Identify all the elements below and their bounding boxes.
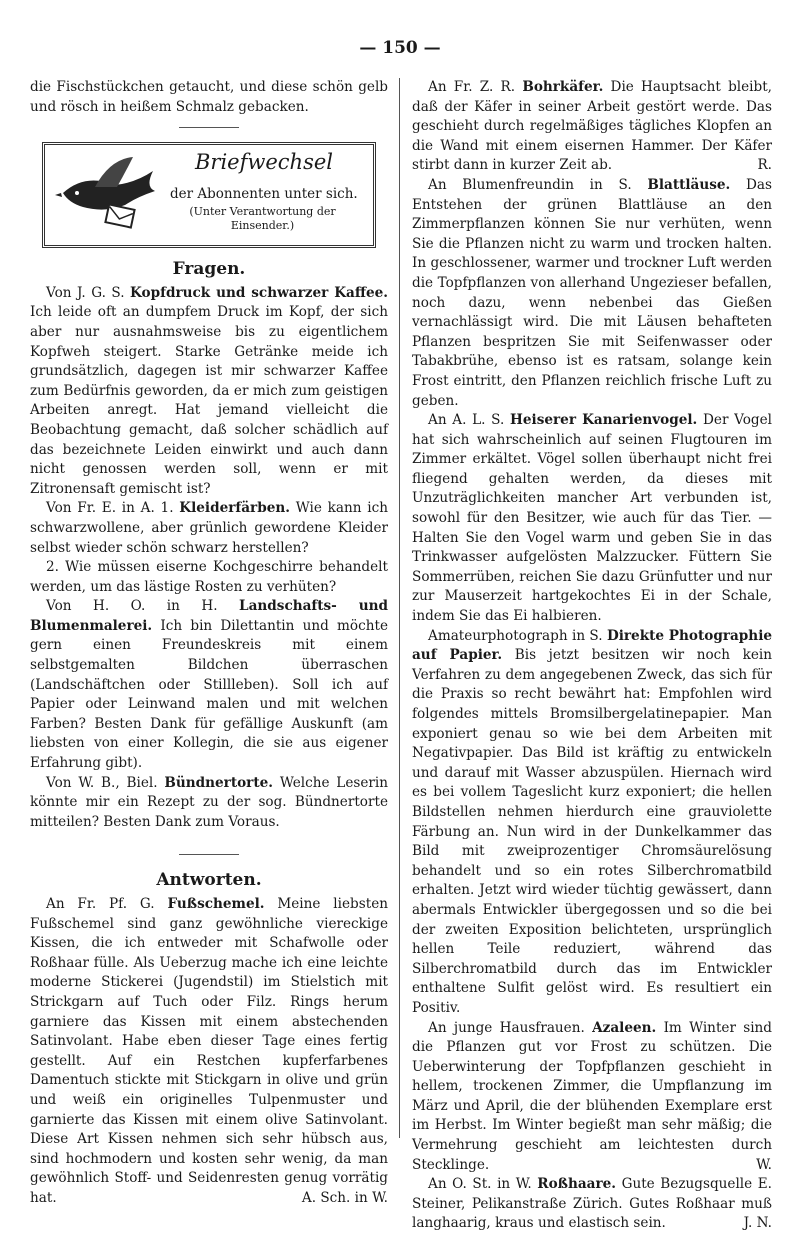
question-2-from: Von Fr. E. in A. 1. [46, 500, 174, 517]
column-divider [399, 78, 400, 1138]
answer-photographie-title: Direkte Photographie auf Papier. [412, 627, 773, 664]
question-3 [30, 597, 388, 773]
answer-1-signature: A. Sch. in W. [301, 1189, 388, 1206]
answer-kanarienvogel [412, 411, 772, 627]
answer-azaleen [412, 1019, 772, 1176]
answer-bohrkaefer-signature: R. [757, 157, 772, 174]
question-2-title: Kleiderfärben. [179, 500, 290, 517]
answer-1-from: An Fr. Pf. G. [46, 896, 155, 912]
briefwechsel-header-box [42, 142, 376, 248]
intro-paragraph: die Fischstückchen getaucht, und diese schön gelb und rösch in heißem Schmalz gebacken. [30, 79, 388, 115]
antworten-heading: Antworten. [156, 870, 262, 891]
answer-kanarienvogel-from: An A. L. S. [428, 412, 505, 429]
question-1-from: Von J. G. S. [46, 284, 125, 301]
answer-rosshaare-text: Gute Bezugsquelle E. Steiner, Pelikanstraße Zürich. Gutes Roßhaar muß langhaarig, kraus und elastisch sein. [412, 1176, 773, 1232]
answer-azaleen-title: Azaleen. [592, 1019, 657, 1036]
answer-kanarienvogel-text: Der Vogel hat sich wahrscheinlich auf seinen Flugtouren im Zimmer erkältet. Vögel sollen überhaupt nicht frei fliegend gehalten werden, da dieses mit Unzuträglichkeiten mancher Art verbunden ist, sowohl für den Besitzer, wie auch für das Tier. — Halten Sie den Vogel warm und geben Sie in das Trinkwasser aufgelösten Malzzucker. Füttern Sie Sommerrüben, reichen Sie dazu Grünfutter und nur zur Mauserzeit hartgekochtes Ei in der Schale, indem Sie das Ei halbieren. [412, 412, 773, 625]
answer-blattlaeuse-title: Blattläuse. [647, 176, 731, 193]
answer-blattlaeuse-from: An Blumenfreundin in S. [428, 176, 632, 193]
answer-photographie-from: Amateurphotograph in S. [428, 627, 603, 644]
question-2 [30, 499, 388, 558]
question-4-text: Welche Leserin könnte mir ein Rezept zu der sog. Bündnertorte mitteilen? Besten Dank zum Voraus. [30, 774, 389, 830]
answer-1-text: Meine liebsten Fußschemel sind ganz gewöhnliche viereckige Kissen, die ich entweder mit Schafwolle oder Roßhaar fülle. Als Ueberzug mache ich eine leichte moderne Stickerei (Jugendstil) im Stielstich mit Strickgarn auf Tuch oder Filz. Rings herum garniere das Kissen mit einem abstechenden Satinvolant. Habe eben dieser Tage eines fertig gestellt. Auf ein Restchen kupferfarbenes Damentuch stickte mit Stickgarn in olive und grün und weiß ein originelles Tulpenmuster und garnierte das Kissen mit einem olive Satinvolant. Diese Art Kissen nehmen sich sehr hübsch aus, sind hochmodern und kosten sehr wenig, da man gewöhnlich Stoff- und Seidenresten genug vorrätig hat. [30, 896, 388, 1206]
answer-bohrkaefer-text: Die Hauptsacht bleibt, daß der Käfer in seiner Arbeit gestört werde. Das geschieht durch regelmäßiges tägliches Klopfen an die Wand mit einem eisernen Hammer. Der Käfer stirbt dann in kurzer Zeit ab. [412, 79, 773, 174]
right-column [412, 78, 772, 1234]
answer-bohrkaefer [412, 78, 772, 176]
question-4 [30, 774, 388, 833]
answer-kanarienvogel-title: Heiserer Kanarienvogel. [510, 412, 698, 429]
section-rule [179, 854, 239, 855]
question-3-text: Ich bin Dilettantin und möchte gern einen Freundeskreis mit einem selbstgemalten Bildchen überraschen (Landschäftchen oder Stillleben). Soll ich auf Papier oder Leinwand malen und mit welchen Farben? Besten Dank für gefällige Auskunft (am liebsten von einer Kollegin, die sie aus eigener Erfahrung gibt). [30, 617, 388, 772]
question-4-from: Von W. B., Biel. [46, 774, 158, 791]
question-2-text: Wie kann ich schwarzwollene, aber grünlich gewordene Kleider selbst wieder schön schwarz herstellen? [30, 500, 388, 556]
answer-1-title: Fußschemel. [167, 896, 265, 912]
question-4-title: Bündnertorte. [164, 774, 273, 791]
left-column [30, 78, 388, 1209]
answer-azaleen-text: Im Winter sind die Pflanzen gut vor Frost zu schützen. Die Ueberwinterung der Topfpflanzen geschieht in hellem, trockenen Zimmer, die Umpflanzung im März und April, die der blühenden Exemplare erst im Herbst. Im Winter begießt man sehr mäßig; die Vermehrung geschieht am leichtesten durch Stecklinge. [412, 1019, 773, 1173]
answer-bohrkaefer-title: Bohrkäfer. [522, 79, 604, 95]
page-number: — 150 — [359, 38, 441, 58]
box-title: Briefwechsel [195, 150, 333, 175]
answer-photographie [412, 627, 772, 1019]
answer-rosshaare-title: Roßhaare. [537, 1176, 617, 1193]
question-1-text: Ich leide oft an dumpfem Druck im Kopf, der sich aber nur ausnahmsweise bis zu eigentlichem Kopfweh steigert. Starke Getränke meide ich grundsätzlich, dagegen ist mir schwarzer Kaffee zum Bedürfnis geworden, da er mich zum geistigen Arbeiten anregt. Hat jemand vielleicht die Beobachtung gemacht, daß solcher schädlich auf das bezeichnete Leiden einwirkt und auch dann nicht genossen werden soll, wenn er mit Zitronensaft gemischt ist? [30, 304, 388, 497]
answer-photographie-text: Bis jetzt besitzen wir noch kein Verfahren zu dem angegebenen Zweck, das sich für die Praxis so recht bewährt hat: Empfohlen wird folgendes mittels Bromsilbergelatinepapier. Man exponiert genau so wie bei dem Arbeiten mit Negativpapier. Das Bild ist kräftig zu entwickeln und darauf mit Wasser abzuspülen. Hiernach wird es bei vollem Tageslicht kurz exponiert; die hellen Bildstellen nehmen hierdurch eine grauviolette Färbung an. Nun wird in der Dunkelkammer das Bild mit zweiprozentiger Chromsäurelösung behandelt und so ein rotes Silberchromatbild erhalten. Jetzt wird wieder tüchtig gewässert, dann abermals Entwickler übergegossen und so die bei der zweiten Exposition belichteten, ursprünglich hellen Teile reduziert, während das Silberchromatbild durch das im Entwickler enthaltene Sulfit gelöst wird. Es resultiert ein Positiv. [412, 647, 773, 1016]
question-1-title: Kopfdruck und schwarzer Kaffee. [130, 284, 389, 301]
question-3-from: Von H. O. in H. [46, 598, 218, 615]
question-1 [30, 284, 388, 500]
box-subtitle: der Abonnenten unter sich. [170, 186, 358, 203]
answer-rosshaare-from: An O. St. in W. [428, 1176, 532, 1193]
answer-bohrkaefer-from: An Fr. Z. R. [428, 79, 516, 95]
answer-blattlaeuse [412, 176, 772, 411]
question-2b: 2. Wie müssen eiserne Kochgeschirre behandelt werden, um das lästige Rosten zu verhüten? [30, 559, 388, 595]
dove-with-letter-illustration [55, 153, 165, 233]
section-rule [179, 127, 239, 128]
answer-azaleen-signature: W. [756, 1156, 772, 1173]
answer-azaleen-from: An junge Hausfrauen. [428, 1019, 585, 1036]
answer-1 [30, 895, 388, 1209]
answer-rosshaare-signature: J. N. [743, 1215, 772, 1232]
question-3-title: Landschafts- und Blumenmalerei. [30, 598, 388, 634]
box-note: (Unter Verantwortung der Einsender.) [189, 205, 336, 233]
fragen-heading: Fragen. [172, 259, 246, 280]
answer-blattlaeuse-text: Das Entstehen der grünen Blattläuse an den Zimmerpflanzen können Sie nur verhüten, wenn Sie die Pflanzen nicht zu warm und trocken halten. In geschlossener, warmer und trockner Luft werden die Topfpflanzen von allerhand Ungezieser befallen, noch dazu, wenn nebenbei das Gießen vernachlässigt wird. Die mit Läusen behafteten Pflanzen bespritzen Sie mit Seifenwasser oder Tabakbrühe, ebenso ist es ratsam, solange kein Frost eintritt, den Pflanzen reichlich frische Luft zu geben. [412, 176, 772, 409]
answer-rosshaare [412, 1175, 772, 1234]
